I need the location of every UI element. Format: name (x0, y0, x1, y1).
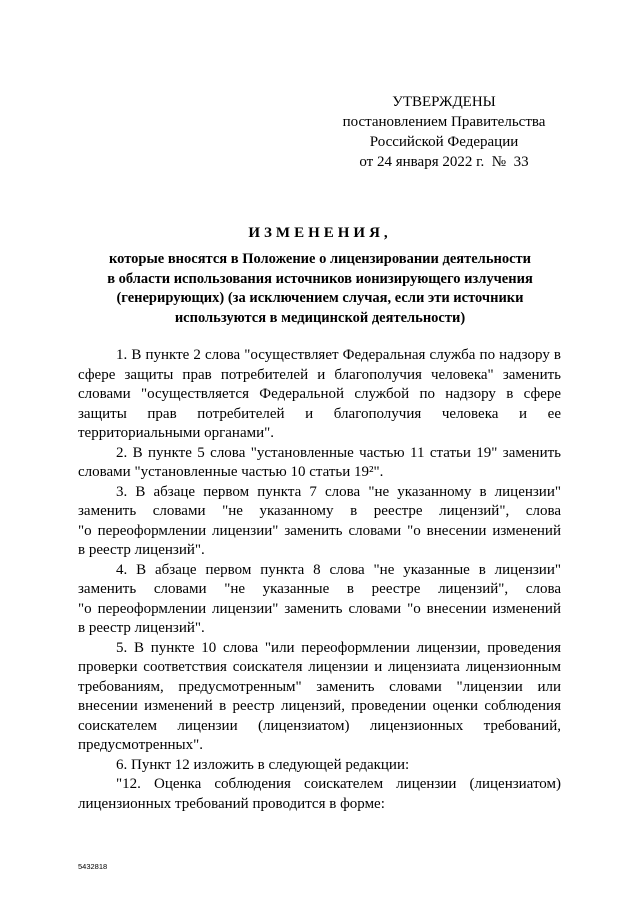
paragraph-line: территориальными органами". (78, 425, 275, 441)
paragraph-line: 3. В абзаце первом пункта 7 слова "не указанному в лицензии" (116, 483, 561, 500)
document-body (78, 346, 561, 814)
approval-heading: УТВЕРЖДЕНЫ (392, 94, 496, 110)
paragraph-line: 4. В абзаце первом пункта 8 слова "не указанные в лицензии" (116, 561, 561, 578)
paragraph-line: 6. Пункт 12 изложить в следующей редакции: (116, 756, 410, 773)
subtitle-line: (генерирующих) (за исключением случая, если эти источники (116, 290, 524, 306)
paragraph-line: "12. Оценка соблюдения соискателем лицензии (лицензиатом) (116, 776, 561, 792)
paragraph-line: словами "установленные частью 10 статьи 19²". (78, 464, 384, 480)
document-subtitle (60, 250, 580, 328)
subtitle-line: которые вносятся в Положение о лицензировании деятельности (108, 251, 532, 267)
paragraph-line: предусмотренных". (78, 737, 203, 753)
document-code: 5432818 (78, 862, 108, 871)
paragraph-line: 5. В пункте 10 слова "или переоформлении лицензии, проведения (116, 639, 561, 656)
paragraph-line: лицензионных требований проводится в форме: (78, 795, 385, 812)
approval-line-2: Российской Федерации (369, 134, 519, 150)
paragraph-line: соискателем лицензии (лицензиатом) лицензионных требований, (78, 717, 561, 734)
paragraph-line: защиты прав потребителей и благополучия человека и ее (78, 405, 561, 422)
paragraph-line: сфере защиты прав потребителей и благополучия человека" заменить (78, 366, 561, 383)
approval-line-1: постановлением Правительства (342, 114, 546, 130)
paragraph-line: заменить словами "не указанные в реестре лицензий", слова (78, 581, 561, 597)
paragraph-line: "о переоформлении лицензии" заменить словами "о внесении изменений (78, 522, 561, 539)
subtitle-line: в области использования источников ионизирующего излучения (107, 270, 533, 287)
paragraph (78, 561, 561, 639)
approval-line-3: от 24 января 2022 г. № 33 (359, 154, 529, 170)
paragraph-line: "о переоформлении лицензии" заменить словами "о внесении изменений (78, 600, 561, 617)
subtitle-line: используются в медицинской деятельности) (174, 309, 466, 326)
paragraph (78, 444, 561, 483)
paragraph-line: внесении изменений в реестр лицензий, проведении оценки соблюдения (78, 698, 561, 714)
paragraph (78, 639, 561, 756)
paragraph-line: в реестр лицензий". (78, 542, 205, 558)
paragraph-line: заменить словами "не указанному в реестре лицензий", слова (78, 503, 561, 519)
paragraph-line: в реестр лицензий". (78, 620, 205, 636)
document-title: ИЗМЕНЕНИЯ, (248, 225, 392, 241)
paragraph (78, 756, 561, 776)
paragraph-line: проверки соответствия соискателя лицензии и лицензиата лицензионным (78, 659, 561, 675)
paragraph-line: требованиям, предусмотренным" заменить словами "лицензии или (78, 678, 561, 695)
approval-block (334, 92, 554, 172)
paragraph (78, 483, 561, 561)
paragraph-line: 1. В пункте 2 слова "осуществляет Федеральная служба по надзору в (116, 347, 561, 363)
paragraph-line: 2. В пункте 5 слова "установленные частью 11 статьи 19" заменить (116, 444, 561, 461)
paragraph-line: словами "осуществляется Федеральной службой по надзору в сфере (78, 386, 561, 402)
paragraph (78, 775, 561, 814)
paragraph (78, 346, 561, 444)
